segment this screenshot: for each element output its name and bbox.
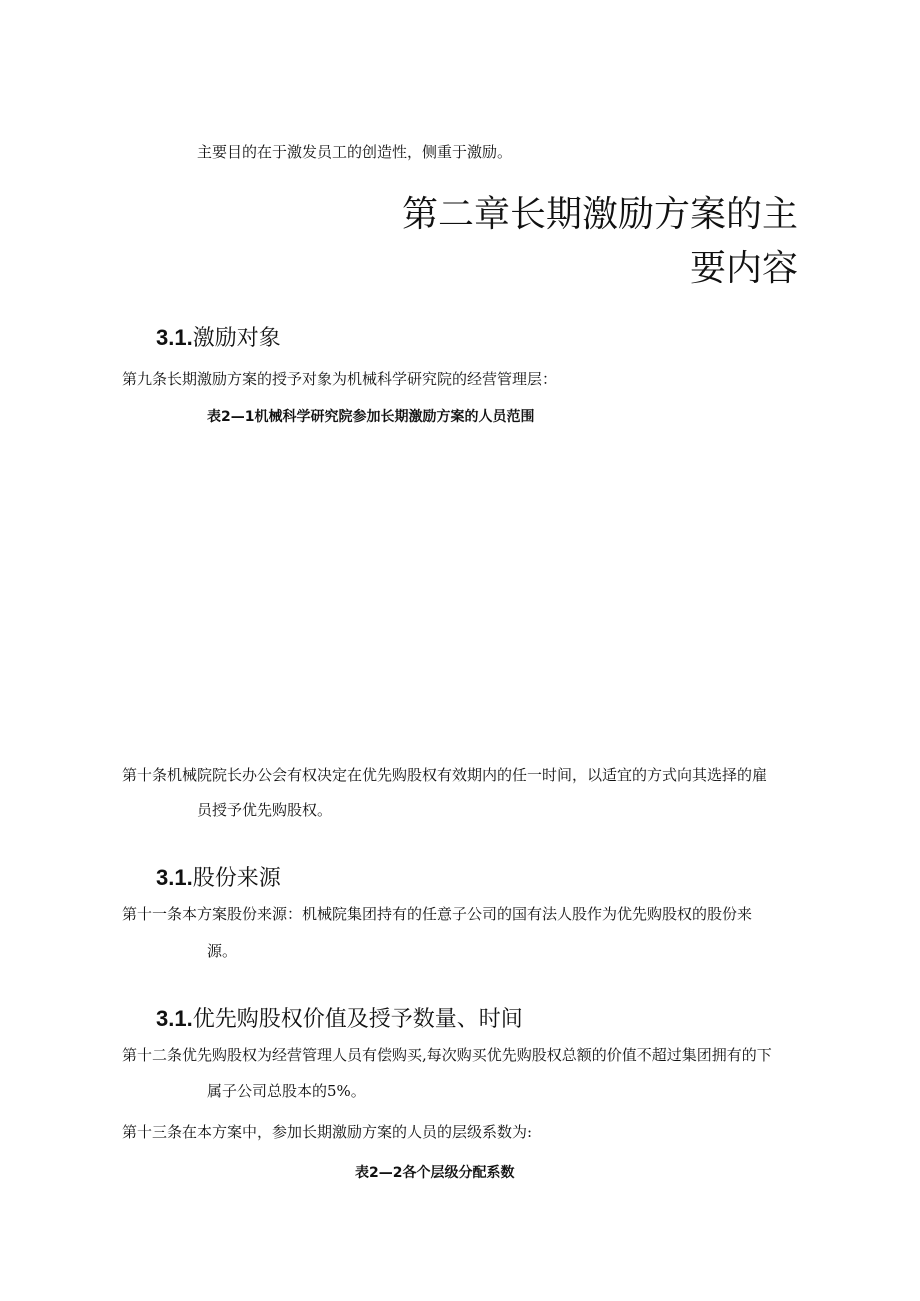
section-title: 优先购股权价值及授予数量、时间 xyxy=(192,1007,523,1032)
section-number: 3.1. xyxy=(156,325,193,350)
article-10-line1: 第十条机械院院长办公会有权决定在优先购股权有效期内的任一时间，以适宜的方式向其选择的雇 xyxy=(122,766,768,784)
section-title: 激励对象 xyxy=(192,326,281,351)
article-9-text: 第九条长期激励方案的授予对象为机械科学研究院的经营管理层： xyxy=(122,370,558,388)
article-11-line2: 源。 xyxy=(207,942,238,960)
chapter-title-line1: 第二章长期激励方案的主 xyxy=(401,194,798,235)
article-13-text: 第十三条在本方案中，参加长期激励方案的人员的层级系数为: xyxy=(122,1123,533,1141)
article-12-line2: 属子公司总股本的5%。 xyxy=(207,1082,366,1100)
section-heading-incentive-targets xyxy=(156,324,281,353)
intro-continuation-text: 主要目的在于激发员工的创造性，侧重于激励。 xyxy=(197,143,513,161)
table-2-1-blank-area xyxy=(122,432,802,742)
table-2-1-caption: 表2—1机械科学研究院参加长期激励方案的人员范围 xyxy=(207,409,535,425)
section-title: 股份来源 xyxy=(192,866,281,891)
article-12-line1: 第十二条优先购股权为经营管理人员有偿购买,每次购买优先购股权总额的价值不超过集团拥有的下 xyxy=(122,1046,772,1064)
section-heading-option-value xyxy=(156,1005,523,1034)
section-number: 3.1. xyxy=(156,1006,193,1031)
section-number: 3.1. xyxy=(156,865,193,890)
section-heading-share-source xyxy=(156,864,281,893)
article-11-line1: 第十一条本方案股份来源：机械院集团持有的任意子公司的国有法人股作为优先购股权的股份来 xyxy=(122,905,753,923)
table-2-2-caption: 表2—2各个层级分配系数 xyxy=(355,1165,515,1181)
article-10-line2: 员授予优先购股权。 xyxy=(197,801,333,819)
chapter-title-line2: 要内容 xyxy=(689,248,798,289)
